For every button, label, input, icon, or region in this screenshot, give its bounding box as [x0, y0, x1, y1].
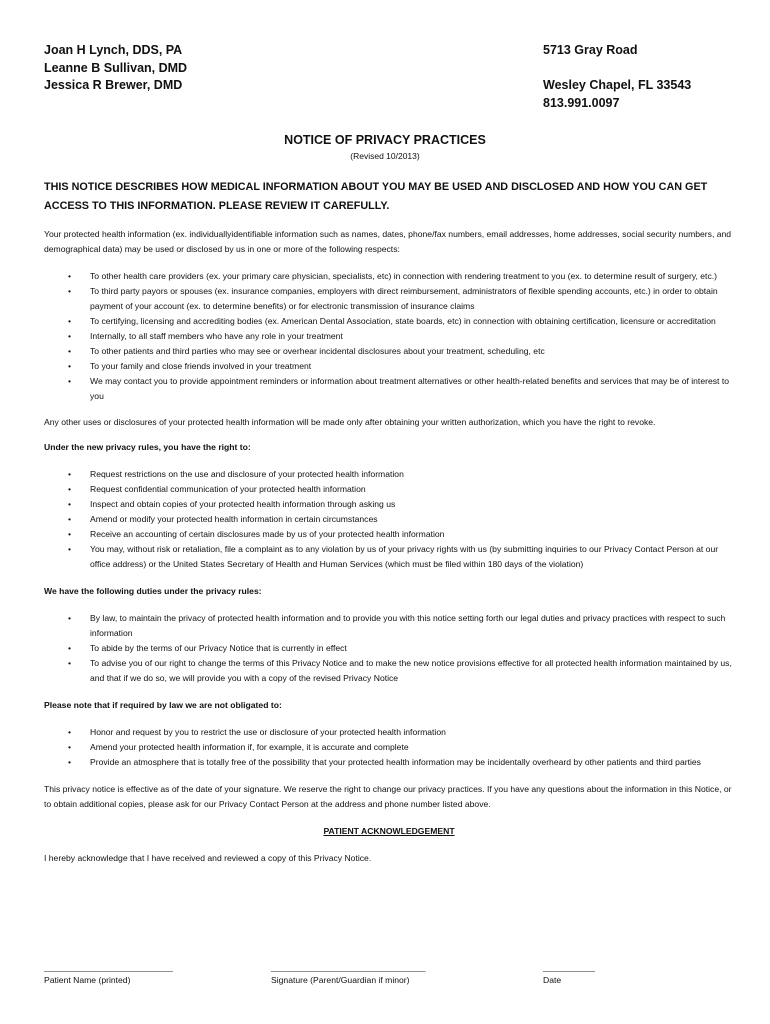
revision-date: (Revised 10/2013): [350, 151, 420, 161]
list-item: • To third party payors or spouses (ex. insurance companies, employers with direct reimbursement, administrators of flexible spending accounts, etc.) in order to obtain payment of your account (ex. to determine benefits) or for electronic transmission of insurance claims: [68, 286, 718, 311]
list-item: • Honor and request by you to restrict the use or disclosure of your protected health information: [44, 725, 734, 740]
practitioner-name: Jessica R Brewer, DMD: [44, 78, 183, 92]
bullet-icon: •: [68, 757, 72, 767]
bullet-icon: •: [68, 331, 72, 341]
list-item: • Request restrictions on the use and disclosure of your protected health information: [44, 467, 734, 482]
bullet-icon: •: [68, 469, 72, 479]
list-item: • Internally, to all staff members who have any role in your treatment: [44, 329, 734, 344]
address-block: [543, 42, 691, 112]
acknowledgement-heading: PATIENT ACKNOWLEDGEMENT: [323, 826, 455, 836]
rights-list: [44, 467, 734, 572]
rights-heading: Under the new privacy rules, you have the right to:: [44, 442, 251, 452]
list-item: • Request confidential communication of your protected health information: [44, 482, 734, 497]
list-item: • Amend your protected health information if, for example, it is accurate and complete: [44, 740, 734, 755]
bullet-icon: •: [68, 643, 72, 653]
document-title: NOTICE OF PRIVACY PRACTICES: [284, 133, 486, 147]
notice-body: [44, 178, 734, 866]
patient-name-field[interactable]: [44, 961, 172, 987]
practitioner-name: Joan H Lynch, DDS, PA: [44, 43, 183, 57]
list-item: • To other patients and third parties who may see or overhear incidental disclosures about your treatment, scheduling, etc: [44, 344, 734, 359]
bullet-icon: •: [68, 742, 72, 752]
duties-list: [44, 611, 734, 686]
bullet-icon: •: [68, 361, 72, 371]
other-uses-paragraph: Any other uses or disclosures of your protected health information will be made only after obtaining your written authorization, which you have the right to revoke.: [44, 417, 656, 427]
not-obligated-heading: Please note that if required by law we are not obligated to:: [44, 700, 282, 710]
list-item: • Provide an atmosphere that is totally free of the possibility that your protected health information may be incidentally overheard by other patients and third parties: [44, 755, 734, 770]
list-item: • To your family and close friends involved in your treatment: [44, 359, 734, 374]
bullet-icon: •: [68, 499, 72, 509]
bullet-icon: •: [68, 658, 72, 668]
bullet-icon: •: [68, 514, 72, 524]
patient-name-label: Patient Name (printed): [44, 975, 131, 985]
signature-label: Signature (Parent/Guardian if minor): [271, 975, 410, 985]
not-obligated-list: [44, 725, 734, 770]
date-field[interactable]: [543, 961, 594, 987]
list-item: • We may contact you to provide appointment reminders or information about treatment alternatives or other health-related benefits and services that may be of interest to you: [68, 376, 729, 401]
list-item: • To abide by the terms of our Privacy Notice that is currently in effect: [44, 641, 734, 656]
signature-field[interactable]: [271, 961, 425, 987]
bullet-icon: •: [68, 484, 72, 494]
city-state-zip: Wesley Chapel, FL 33543: [543, 78, 692, 92]
duties-heading: We have the following duties under the privacy rules:: [44, 586, 262, 596]
bullet-icon: •: [68, 346, 72, 356]
street-address: 5713 Gray Road: [543, 43, 638, 57]
list-item: • To other health care providers (ex. your primary care physician, specialists, etc) in connection with rendering treatment to you (ex. to determine result of surgery, etc.): [44, 269, 734, 284]
list-item: • You may, without risk or retaliation, file a complaint as to any violation by us of your privacy rights with us (by submitting inquiries to our Privacy Contact Person at our office address) or the United States Secretary of Health and Human Services (which must be filed within 180 days of the violation): [68, 544, 719, 569]
bullet-icon: •: [68, 727, 72, 737]
bullet-icon: •: [68, 544, 72, 554]
bullet-icon: •: [68, 271, 72, 281]
bullet-icon: •: [68, 316, 72, 326]
effective-paragraph: This privacy notice is effective as of the date of your signature. We reserve the right to change our privacy practices. If you have any questions about the information in this Notice, or to obtain additional copies, please ask for our Privacy Contact Person at the address and phone number listed above.: [44, 784, 732, 809]
bullet-icon: •: [68, 529, 72, 539]
notice-banner: THIS NOTICE DESCRIBES HOW MEDICAL INFORMATION ABOUT YOU MAY BE USED AND DISCLOSED AND HOW YOU CAN GET ACCESS TO THIS INFORMATION. PLEASE REVIEW IT CAREFULLY.: [44, 181, 708, 212]
list-item: • Receive an accounting of certain disclosures made by us of your protected health information: [44, 527, 734, 542]
practitioners-block: [44, 42, 187, 95]
signature-line: ____________: [543, 962, 595, 972]
signature-line: ____________________________________: [271, 962, 426, 972]
list-item: • By law, to maintain the privacy of protected health information and to provide you with this notice setting forth our legal duties and privacy practices with respect to such information: [68, 613, 726, 638]
practitioner-name: Leanne B Sullivan, DMD: [44, 60, 188, 75]
acknowledgement-text: I hereby acknowledge that I have received and reviewed a copy of this Privacy Notice.: [44, 853, 372, 863]
intro-paragraph: Your protected health information (ex. individuallyidentifiable information such as names, dates, phone/fax numbers, email addresses, home addresses, social security numbers, and demographical data) may be used or disclosed by us in one or more of the following respects:: [44, 229, 732, 254]
list-item: • To advise you of our right to change the terms of this Privacy Notice and to make the new notice provisions effective for all protected health information maintained by us, and that if we do so, we will provide you with a copy of the revised Privacy Notice: [68, 658, 732, 683]
bullet-icon: •: [68, 286, 72, 296]
list-item: • To certifying, licensing and accrediting bodies (ex. American Dental Association, state boards, etc) in connection with obtaining certification, licensure or accreditation: [44, 314, 734, 329]
list-item: • Amend or modify your protected health information in certain circumstances: [44, 512, 734, 527]
signature-line: ______________________________: [44, 962, 173, 972]
bullet-icon: •: [68, 376, 72, 386]
bullet-icon: •: [68, 613, 72, 623]
date-label: Date: [543, 975, 562, 985]
uses-list: [44, 269, 734, 404]
list-item: • Inspect and obtain copies of your protected health information through asking us: [44, 497, 734, 512]
phone-number: 813.991.0097: [543, 95, 620, 110]
